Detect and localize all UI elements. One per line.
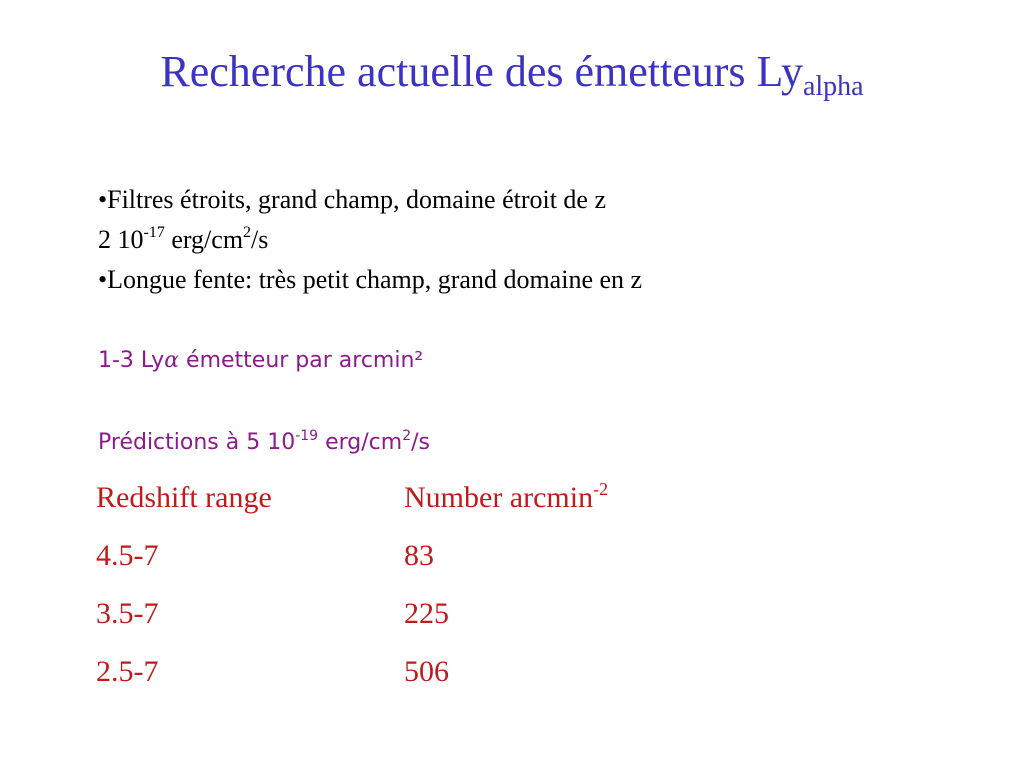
number-cell: 83	[404, 539, 434, 572]
redshift-range-cell: 3.5-7	[96, 597, 159, 630]
emitter-density-line: 1-3 Lyα émetteur par arcmin²	[98, 348, 424, 373]
bullet-narrow-filters: •Filtres étroits, grand champ, domaine étroit de z	[98, 185, 607, 214]
predictions-line: Prédictions à 5 $10^{-19}$ erg/$cm^2/s$	[98, 428, 430, 455]
bullet-list	[98, 180, 642, 300]
slide-title-subscript: alpha	[802, 71, 864, 102]
redshift-range-cell: 4.5-7	[96, 539, 159, 572]
slide-title	[0, 44, 1024, 100]
number-cell: 506	[404, 655, 449, 688]
number-cell: 225	[404, 597, 449, 630]
slide-title-main: Recherche actuelle des émetteurs Ly	[160, 47, 803, 96]
redshift-range-cell: 2.5-7	[96, 655, 159, 688]
alpha-symbol: α	[164, 348, 180, 373]
header-redshift-range: Redshift range	[96, 481, 272, 514]
header-number-arcmin: Number arcmin$^{-2}$	[404, 479, 609, 514]
flux-limit-line: 2 $10^{-17}$ erg/$cm^2/s$	[98, 224, 269, 254]
bullet-long-slit: •Longue fente: très petit champ, grand domaine en z	[98, 265, 643, 294]
